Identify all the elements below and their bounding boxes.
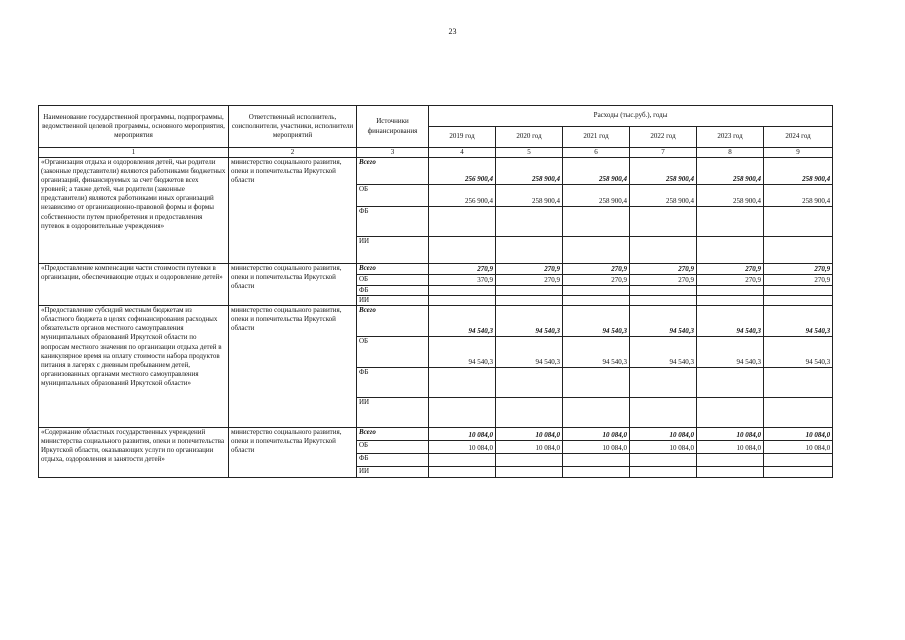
empty-amount — [563, 368, 630, 398]
ob-amount: 10 084,0 — [429, 441, 496, 454]
funding-source: ФБ — [357, 207, 429, 237]
table-row — [39, 158, 833, 185]
empty-amount — [429, 237, 496, 264]
total-amount: 256 900,4 — [429, 158, 496, 185]
empty-amount — [563, 454, 630, 467]
ob-amount: 94 540,3 — [630, 337, 697, 368]
empty-amount — [429, 286, 496, 296]
empty-amount — [496, 286, 563, 296]
empty-amount — [764, 398, 833, 428]
total-amount: 10 084,0 — [496, 428, 563, 441]
header-year: 2022 год — [630, 127, 697, 148]
table-row — [39, 264, 833, 275]
empty-amount — [563, 398, 630, 428]
ob-amount: 258 900,4 — [630, 185, 697, 207]
total-amount: 270,9 — [630, 264, 697, 275]
column-number: 6 — [563, 148, 630, 158]
empty-amount — [429, 368, 496, 398]
funding-source: Всего — [357, 158, 429, 185]
column-number: 2 — [229, 148, 357, 158]
budget-table — [38, 105, 833, 478]
funding-source: ИИ — [357, 398, 429, 428]
ob-amount: 256 900,4 — [429, 185, 496, 207]
header-year: 2021 год — [563, 127, 630, 148]
total-amount: 270,9 — [429, 264, 496, 275]
empty-amount — [630, 296, 697, 306]
column-number: 3 — [357, 148, 429, 158]
total-amount: 94 540,3 — [563, 306, 630, 337]
ob-amount: 94 540,3 — [764, 337, 833, 368]
funding-source: ФБ — [357, 454, 429, 467]
ob-amount: 258 900,4 — [697, 185, 764, 207]
empty-amount — [764, 286, 833, 296]
empty-amount — [630, 467, 697, 478]
empty-amount — [563, 207, 630, 237]
empty-amount — [764, 467, 833, 478]
ob-amount: 270,9 — [764, 275, 833, 286]
empty-amount — [630, 237, 697, 264]
ob-amount: 10 084,0 — [630, 441, 697, 454]
empty-amount — [697, 237, 764, 264]
total-amount: 258 900,4 — [563, 158, 630, 185]
total-amount: 270,9 — [563, 264, 630, 275]
total-amount: 94 540,3 — [697, 306, 764, 337]
total-amount: 270,9 — [697, 264, 764, 275]
column-number-row — [39, 148, 833, 158]
empty-amount — [764, 237, 833, 264]
funding-source: ОБ — [357, 185, 429, 207]
funding-source: ОБ — [357, 441, 429, 454]
activity-name: «Предоставление субсидий местным бюджетам из областного бюджета в целях софинансирования расходных обязательств органов местного самоуправления муниципальных образований Иркутской области по вопросам местного значения по организации отдыха детей в каникулярное время на оплату стоимости набора продуктов питания в лагерях с дневным пребыванием детей, организованных органами местного самоуправления муниципальных образований Иркутской области» — [39, 306, 229, 428]
empty-amount — [496, 237, 563, 264]
ob-amount: 10 084,0 — [697, 441, 764, 454]
empty-amount — [697, 286, 764, 296]
empty-amount — [697, 207, 764, 237]
column-number: 8 — [697, 148, 764, 158]
total-amount: 258 900,4 — [496, 158, 563, 185]
total-amount: 10 084,0 — [697, 428, 764, 441]
total-amount: 10 084,0 — [563, 428, 630, 441]
funding-source: ФБ — [357, 286, 429, 296]
funding-source: ОБ — [357, 337, 429, 368]
activity-executor: министерство социального развития, опеки и попечительства Иркутской области — [229, 428, 357, 478]
empty-amount — [496, 467, 563, 478]
total-amount: 94 540,3 — [764, 306, 833, 337]
header-sources: Источники финансирования — [357, 106, 429, 148]
empty-amount — [429, 454, 496, 467]
total-amount: 94 540,3 — [429, 306, 496, 337]
funding-source: ИИ — [357, 467, 429, 478]
header-year: 2019 год — [429, 127, 496, 148]
total-amount: 94 540,3 — [630, 306, 697, 337]
empty-amount — [496, 207, 563, 237]
funding-source: ФБ — [357, 368, 429, 398]
header-year: 2024 год — [764, 127, 833, 148]
ob-amount: 370,9 — [429, 275, 496, 286]
total-amount: 258 900,4 — [697, 158, 764, 185]
total-amount: 10 084,0 — [764, 428, 833, 441]
ob-amount: 258 900,4 — [764, 185, 833, 207]
ob-amount: 10 084,0 — [563, 441, 630, 454]
header-expenses: Расходы (тыс.руб.), годы — [429, 106, 833, 127]
empty-amount — [630, 368, 697, 398]
column-number: 4 — [429, 148, 496, 158]
ob-amount: 270,9 — [630, 275, 697, 286]
empty-amount — [764, 296, 833, 306]
funding-source: ИИ — [357, 237, 429, 264]
funding-source: ОБ — [357, 275, 429, 286]
empty-amount — [630, 207, 697, 237]
empty-amount — [697, 454, 764, 467]
funding-source: Всего — [357, 428, 429, 441]
total-amount: 270,9 — [496, 264, 563, 275]
ob-amount: 270,9 — [563, 275, 630, 286]
ob-amount: 258 900,4 — [496, 185, 563, 207]
ob-amount: 94 540,3 — [697, 337, 764, 368]
empty-amount — [429, 467, 496, 478]
empty-amount — [764, 454, 833, 467]
empty-amount — [429, 296, 496, 306]
activity-name: «Предоставление компенсации части стоимости путевки в организации, обеспечивающие отдых и оздоровление детей» — [39, 264, 229, 306]
activities-body — [39, 158, 833, 478]
empty-amount — [429, 207, 496, 237]
total-amount: 94 540,3 — [496, 306, 563, 337]
column-number: 1 — [39, 148, 229, 158]
ob-amount: 94 540,3 — [429, 337, 496, 368]
activity-executor: министерство социального развития, опеки и попечительства Иркутской области — [229, 158, 357, 264]
empty-amount — [563, 296, 630, 306]
ob-amount: 94 540,3 — [496, 337, 563, 368]
ob-amount: 10 084,0 — [496, 441, 563, 454]
page-number: 23 — [448, 27, 457, 36]
empty-amount — [563, 467, 630, 478]
empty-amount — [630, 286, 697, 296]
activity-name: «Содержание областных государственных учреждений министерства социального развития, опеки и попечительства Иркутской области, оказывающих услуги по организации отдыха, оздоровления и занятости детей» — [39, 428, 229, 478]
empty-amount — [496, 368, 563, 398]
empty-amount — [496, 398, 563, 428]
empty-amount — [764, 207, 833, 237]
total-amount: 258 900,4 — [764, 158, 833, 185]
ob-amount: 270,9 — [697, 275, 764, 286]
header-executor: Ответственный исполнитель, соисполнители, участники, исполнители мероприятий — [229, 106, 357, 148]
funding-source: ИИ — [357, 296, 429, 306]
total-amount: 270,9 — [764, 264, 833, 275]
activity-executor: министерство социального развития, опеки и попечительства Иркутской области — [229, 264, 357, 306]
total-amount: 258 900,4 — [630, 158, 697, 185]
table-row — [39, 428, 833, 441]
activity-name: «Организация отдыха и оздоровления детей, чьи родители (законные представители) являются работниками бюджетных организаций, финансируемых за счет бюджетов всех уровней; а также детей, чьи родители (законные представители) являются работниками иных организаций независимо от организационно-правовой формы и формы собственности путем приобретения и предоставления путевок в оздоровительные учреждения» — [39, 158, 229, 264]
column-number: 5 — [496, 148, 563, 158]
empty-amount — [496, 296, 563, 306]
empty-amount — [630, 398, 697, 428]
header-year: 2023 год — [697, 127, 764, 148]
ob-amount: 10 084,0 — [764, 441, 833, 454]
ob-amount: 270,9 — [496, 275, 563, 286]
table-row — [39, 306, 833, 337]
header-program: Наименование государственной программы, подпрограммы, ведомственной целевой программы, основного мероприятия, мероприятия — [39, 106, 229, 148]
total-amount: 10 084,0 — [630, 428, 697, 441]
empty-amount — [429, 398, 496, 428]
empty-amount — [563, 237, 630, 264]
funding-source: Всего — [357, 264, 429, 275]
total-amount: 10 084,0 — [429, 428, 496, 441]
ob-amount: 258 900,4 — [563, 185, 630, 207]
empty-amount — [563, 286, 630, 296]
ob-amount: 94 540,3 — [563, 337, 630, 368]
empty-amount — [697, 368, 764, 398]
empty-amount — [630, 454, 697, 467]
empty-amount — [697, 296, 764, 306]
funding-source: Всего — [357, 306, 429, 337]
column-number: 9 — [764, 148, 833, 158]
empty-amount — [496, 454, 563, 467]
empty-amount — [697, 467, 764, 478]
empty-amount — [697, 398, 764, 428]
activity-executor: министерство социального развития, опеки и попечительства Иркутской области — [229, 306, 357, 428]
empty-amount — [764, 368, 833, 398]
header-year: 2020 год — [496, 127, 563, 148]
column-number: 7 — [630, 148, 697, 158]
